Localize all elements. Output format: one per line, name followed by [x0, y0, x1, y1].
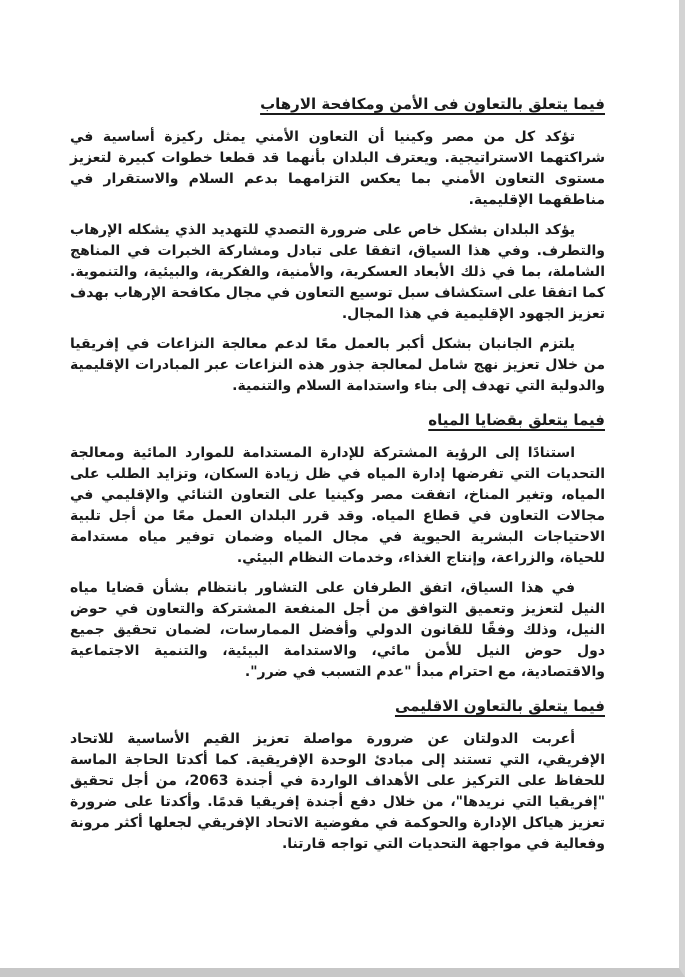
paragraph: يؤكد البلدان بشكل خاص على ضرورة التصدي للتهديد الذي يشكله الإرهاب والتطرف. وفي هذا السياق، اتفقا على تبادل ومشاركة الخبرات في المناهج الشاملة، بما في ذلك الأبعاد العسكرية، والأمنية، والفكرية، والبيئية، والتنموية. كما اتفقا على استكشاف سبل توسيع التعاون في مجال مكافحة الإرهاب بهدف تعزيز الجهود الإقليمية في هذا المجال.	[70, 222, 605, 322]
section-heading-water-issues: فيما يتعلق بقضايا المياه	[428, 411, 605, 429]
paragraph: أعربت الدولتان عن ضرورة مواصلة تعزيز القيم الأساسية للاتحاد الإفريقي، التي تستند إلى مبادئ الوحدة الإفريقية. كما أكدتا الحاجة الماسة للحفاظ على التركيز على الأهداف الواردة في أجندة 2063، من أجل تحقيق "إفريقيا التي نريدها"، من خلال دفع أجندة إفريقيا قدمًا. وأكدتا على ضرورة تعزيز هياكل الإدارة والحوكمة في مفوضية الاتحاد الإفريقي لجعلها أكثر مرونة وفعالية في مواجهة التحديات التي تواجه قارتنا.	[70, 731, 605, 852]
section-heading-regional-cooperation: فيما يتعلق بالتعاون الاقليمى	[394, 697, 605, 715]
section-regional-cooperation	[70, 696, 605, 855]
section-security-terrorism	[70, 94, 605, 397]
paragraph: تؤكد كل من مصر وكينيا أن التعاون الأمني يمثل ركيزة أساسية في شراكتهما الاستراتيجية. ويعترف البلدان بأنهما قد قطعا خطوات كبيرة لتعزيز مستوى التعاون الأمني بما يعكس التزامهما بدعم السلام والاستقرار في مناطقهما الإقليمية.	[70, 129, 605, 208]
paragraph: في هذا السياق، اتفق الطرفان على التشاور بانتظام بشأن قضايا مياه النيل لتعزيز وتعميق التوافق من أجل المنفعة المشتركة والتعاون في حوض النيل، وذلك وفقًا للقانون الدولي وأفضل الممارسات، لضمان تحقيق جميع دول حوض النيل للأمن مائي، والاستدامة البيئية، والتنمية الاجتماعية والاقتصادية، مع احترام مبدأ "عدم التسبب في ضرر".	[70, 580, 605, 680]
section-heading-security-terrorism: فيما يتعلق بالتعاون فى الأمن ومكافحة الارهاب	[260, 95, 605, 113]
paragraph: استنادًا إلى الرؤية المشتركة للإدارة المستدامة للموارد المائية ومعالجة التحديات التي تفرضها إدارة المياه في ظل زيادة السكان، وتزايد الطلب على المياه، وتغير المناخ، اتفقت مصر وكينيا على التعاون الثنائي والإقليمي في مجالات التعاون في قطاع المياه. وقد قرر البلدان العمل معًا من أجل تلبية الاحتياجات البشرية الحيوية في مجال المياه وضمان توفير مياه مستدامة للحياة، والزراعة، وإنتاج الغذاء، وخدمات النظام البيئي.	[70, 445, 605, 566]
paragraph: يلتزم الجانبان بشكل أكبر بالعمل معًا لدعم معالجة النزاعات في إفريقيا من خلال تعزيز نهج شامل لمعالجة جذور هذه النزاعات عبر المبادرات الإقليمية والدولية التي تهدف إلى بناء واستدامة السلام والتنمية.	[70, 336, 605, 394]
section-water-issues	[70, 410, 605, 683]
